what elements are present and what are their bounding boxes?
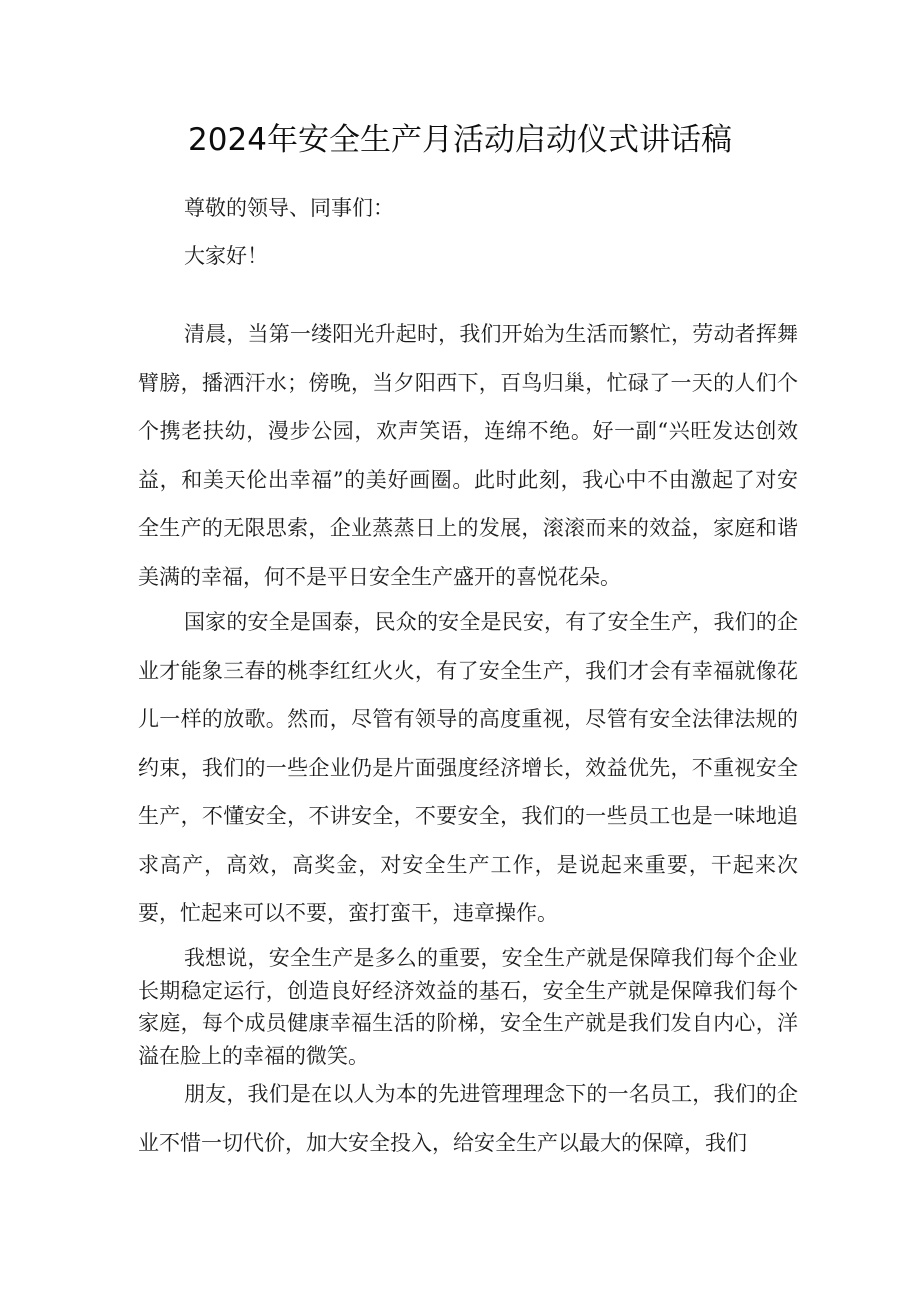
paragraph-1: 清晨，当第一缕阳光升起时，我们开始为生活而繁忙，劳动者挥舞臂膀，播洒汗水；傍晚，当夕阳西下，百鸟归巢，忙碌了一天的人们个个携老扶幼，漫步公园，欢声笑语，连绵不绝。好一副“兴旺发达创效益，和美天伦出幸福”的美好画圈。此时此刻，我心中不由激起了对安全生产的无限思索，企业蒸蒸日上的发展，滚滚而来的效益，家庭和谐美满的幸福，何不是平日安全生产盛开的喜悦花朵。 [138, 322, 798, 589]
paragraph-4: 朋友，我们是在以人为本的先进管理理念下的一名员工，我们的企业不惜一切代价，加大安全投入，给安全生产以最大的保障，我们 [138, 1082, 798, 1155]
document-title: 2024年安全生产月活动启动仪式讲话稿 [188, 122, 732, 158]
paragraph-3: 我想说，安全生产是多么的重要，安全生产就是保障我们每个企业长期稳定运行，创造良好经济效益的基石，安全生产就是保障我们每个家庭，每个成员健康幸福生活的阶梯，安全生产就是我们发自内心，洋溢在脸上的幸福的微笑。 [138, 946, 798, 1068]
paragraph-2: 国家的安全是国泰，民众的安全是民安，有了安全生产，我们的企业才能象三春的桃李红红火火，有了安全生产，我们才会有幸福就像花儿一样的放歌。然而，尽管有领导的高度重视，尽管有安全法律法规的约束，我们的一些企业仍是片面强度经济增长，效益优先，不重视安全生产，不懂安全，不讲安全，不要安全，我们的一些员工也是一味地追求高产，高效，高奖金，对安全生产工作，是说起来重要，干起来次要，忙起来可以不要，蛮打蛮干，违章操作。 [138, 610, 798, 925]
salutation: 尊敬的领导、同事们： [184, 196, 394, 220]
greeting: 大家好！ [184, 244, 268, 268]
